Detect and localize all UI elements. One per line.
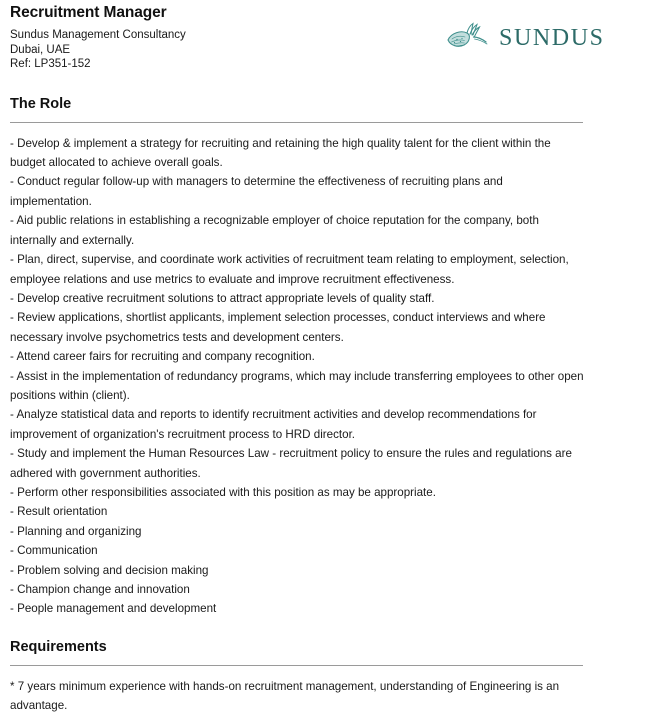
role-bullet-list	[10, 134, 585, 619]
list-item: - Develop creative recruitment solutions to attract appropriate levels of quality staff.	[10, 289, 585, 308]
list-item: - Assist in the implementation of redundancy programs, which may include transferring employees to other open positions within (client).	[10, 367, 585, 406]
list-item: - Planning and organizing	[10, 522, 585, 541]
list-item: - Conduct regular follow-up with managers to determine the effectiveness of recruiting plans and implementation.	[10, 172, 585, 211]
sundus-bird-leaf-icon	[444, 22, 492, 54]
logo-wordmark: SUNDUS	[499, 26, 605, 50]
list-item: - Aid public relations in establishing a recognizable employer of choice reputation for the company, both internally and externally.	[10, 211, 585, 250]
job-reference: Ref: LP351-152	[10, 57, 635, 72]
document-header	[10, 4, 635, 76]
page-title: Recruitment Manager	[10, 4, 635, 21]
list-item: - Result orientation	[10, 502, 585, 521]
list-item: - Perform other responsibilities associated with this position as may be appropriate.	[10, 483, 585, 502]
list-item: - Champion change and innovation	[10, 580, 585, 599]
list-item: - Develop & implement a strategy for recruiting and retaining the high quality talent for the client within the budget allocated to achieve overall goals.	[10, 134, 585, 173]
list-item: - Review applications, shortlist applicants, implement selection processes, conduct interviews and where necessary involve psychometrics tests and development centers.	[10, 308, 585, 347]
list-item: - People management and development	[10, 599, 585, 618]
section-heading: The Role	[10, 96, 635, 113]
list-item: - Plan, direct, supervise, and coordinate work activities of recruitment team relating to employment, selection, employee relations and use metrics to evaluate and improve recruitment effectiveness.	[10, 250, 585, 289]
company-name: Sundus Management Consultancy	[10, 28, 635, 43]
requirements-bullet-list	[10, 677, 585, 715]
list-item: - Communication	[10, 541, 585, 560]
section-requirements	[10, 639, 635, 715]
list-item: - Study and implement the Human Resources Law - recruitment policy to ensure the rules and regulations are adhered with government authorities.	[10, 444, 585, 483]
section-the-role	[10, 96, 635, 619]
section-divider	[10, 665, 583, 666]
list-item: - Problem solving and decision making	[10, 561, 585, 580]
list-item: - Attend career fairs for recruiting and company recognition.	[10, 347, 585, 366]
company-logo	[444, 22, 605, 54]
list-item: * 7 years minimum experience with hands-on recruitment management, understanding of Engineering is an advantage.	[10, 677, 585, 715]
list-item: - Analyze statistical data and reports to identify recruitment activities and develop recommendations for improvement of organization's recruitment process to HRD director.	[10, 405, 585, 444]
section-heading: Requirements	[10, 639, 635, 656]
section-divider	[10, 122, 583, 123]
job-location: Dubai, UAE	[10, 43, 635, 58]
